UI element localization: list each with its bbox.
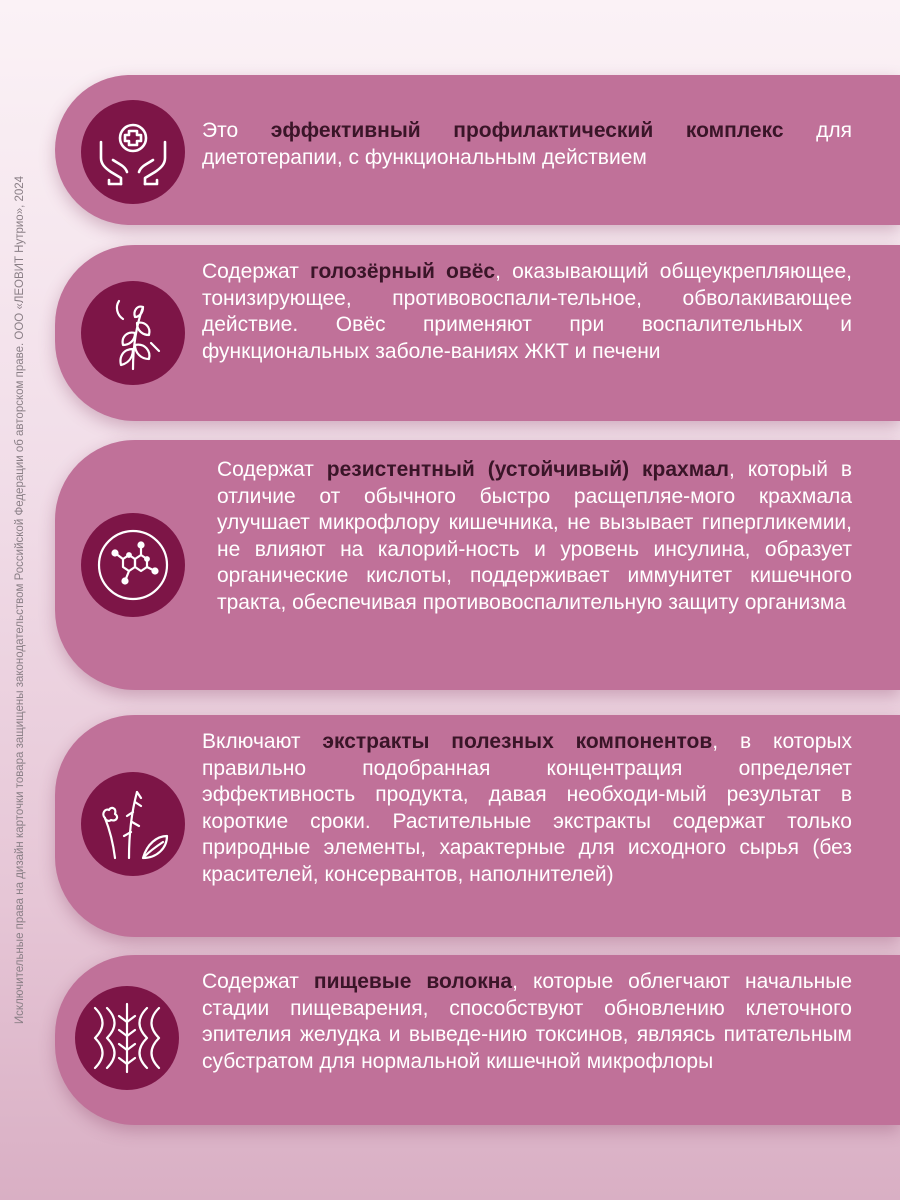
benefit-card-4 xyxy=(55,715,900,937)
benefit-highlight-4: экстракты полезных компонентов xyxy=(322,730,713,753)
molecule-icon xyxy=(81,513,185,617)
herbs-icon xyxy=(81,772,185,876)
oat-plant-icon xyxy=(81,281,185,385)
benefit-text-2: Содержат голозёрный овёс, оказывающий общеукрепляющее, тонизирующее, противовоспали-тельное, обволакивающее действие. Овёс применяют при воспалительных и функциональных заболе-ваниях ЖКТ и печени xyxy=(202,260,853,363)
benefit-text-3: Содержат резистентный (устойчивый) крахмал, который в отличие от обычного быстро расщепляе-мого крахмала улучшает микрофлору кишечника, не вызывает гипергликемии, не влияют на калорий-ность и уровень инсулина, образует органические кислоты, поддерживает иммунитет кишечного тракта, обеспечивая противовоспалительную защиту организма xyxy=(217,458,853,614)
dietary-fiber-icon xyxy=(75,986,179,1090)
benefit-text-4: Включают экстракты полезных компонентов, в которых правильно подобранная концентрация определяет эффективность продукта, давая необходи-мый результат в короткие сроки. Растительные экстракты содержат только природные элементы, характерные для исходного сырья (без красителей, консервантов, наполнителей) xyxy=(202,730,853,886)
benefit-highlight-2: голозёрный овёс xyxy=(310,260,496,283)
benefit-text-5: Содержат пищевые волокна, которые облегчают начальные стадии пищеварения, способствуют обновлению клеточного эпителия желудка и выведе-нию токсинов, являясь питательным субстратом для нормальной кишечной микрофлоры xyxy=(202,970,853,1073)
hands-medical-cross-icon xyxy=(81,100,185,204)
benefit-highlight-3: резистентный (устойчивый) крахмал xyxy=(326,458,729,481)
benefit-card-1 xyxy=(55,75,900,225)
benefit-highlight-5: пищевые волокна xyxy=(313,970,513,993)
benefit-text-1: Это эффективный профилактический комплекс для диетотерапии, с функциональным действием xyxy=(202,119,853,169)
benefit-card-3 xyxy=(55,440,900,690)
benefit-highlight-1: эффективный профилактический комплекс xyxy=(270,119,784,142)
copyright-notice: Исключительные права на дизайн карточки товара защищены законодательством Российской Федерации об авторском праве. ООО «ЛЕОВИТ Нутрио», 2024 xyxy=(14,175,26,1025)
benefit-card-5 xyxy=(55,955,900,1125)
benefit-card-2 xyxy=(55,245,900,421)
